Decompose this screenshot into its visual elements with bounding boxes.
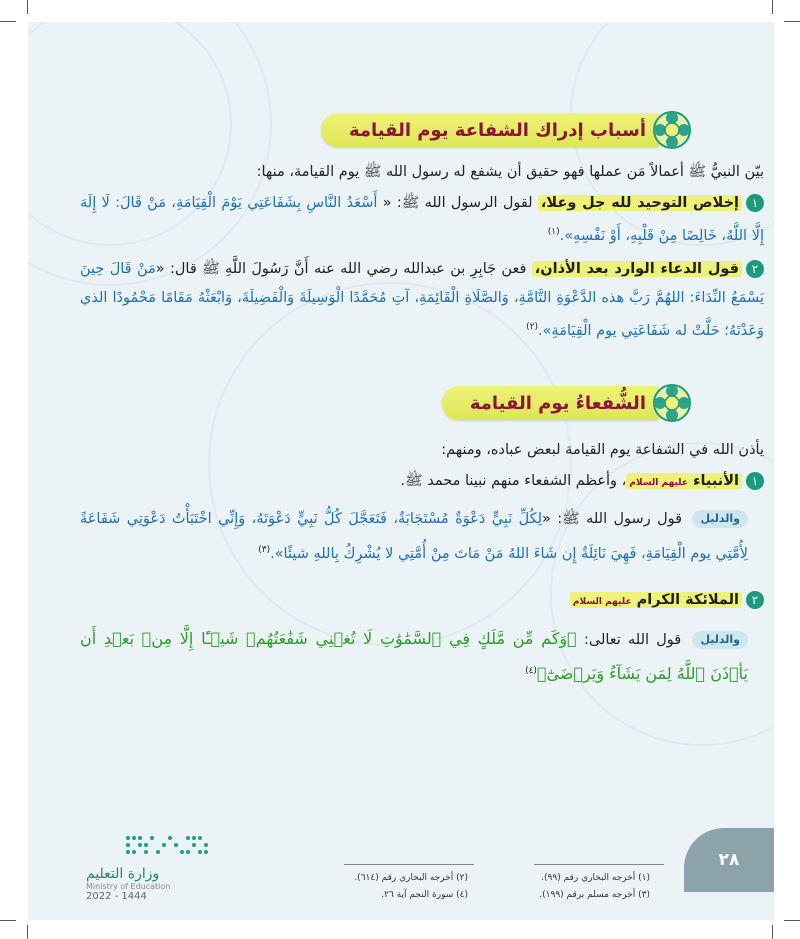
footnote: (٤) سورة النجم آية ٢٦. — [381, 890, 468, 900]
evidence-tag: والدليل — [692, 631, 748, 649]
flower-ornament-icon — [652, 383, 692, 423]
footnote: (١) أخرجه البخاري رقم (٩٩). — [541, 873, 650, 883]
item-number: ١ — [746, 472, 764, 490]
logo-year: 2022 - 1444 — [86, 891, 147, 902]
footnote: (٢) أخرجه البخاري رقم (٦١٤). — [354, 873, 468, 883]
footnote-divider — [344, 864, 474, 865]
crop-mark — [784, 21, 800, 22]
footnotes-left — [328, 870, 468, 904]
footnote-divider — [534, 864, 664, 865]
highlight-text: إخلاص التوحيد لله جل وعلا، — [538, 195, 742, 211]
page-number: ٢٨ — [718, 850, 740, 870]
highlight-text: الأنبياء عليهم السلام — [626, 473, 742, 489]
crop-mark — [0, 920, 16, 921]
ministry-logo — [86, 832, 216, 902]
footnote-ref: (١) — [547, 227, 560, 237]
logo-dots-icon — [86, 832, 216, 862]
item-lead: لقول الرسول الله ﷺ: « — [382, 195, 538, 211]
item-number: ٢ — [746, 260, 764, 278]
crop-mark — [784, 920, 800, 921]
section-body — [80, 436, 764, 691]
hadith-text: لِكُلِّ نَبِيٍّ دَعْوَةٌ مُسْتَجَابَةٌ، فَتَعَجَّلَ كُلُّ نَبِيٍّ دَعْوَتَهُ، وَإِنِّي اخْتَبَأْتُ دَعْوَتِي شَفَاعَةً لِأُمَّتِي يوم الْقِيَامَةِ، فَهِيَ نَائِلَةٌ إِن شَاءَ اللهُ مَنْ مَاتَ مِنْ أُمَّتِي لا يُشْرِكُ بِاللهِ شيئًا». — [80, 511, 748, 562]
flower-ornament-icon — [652, 110, 692, 150]
footnotes-right — [520, 870, 650, 904]
footnote: (٣) أخرجه مسلم برقم (١٩٩). — [539, 890, 650, 900]
footnote-ref: (٢) — [526, 321, 538, 332]
list-item — [80, 189, 764, 251]
item-rest: ، وأعظم الشفعاء منهم نبينا محمد ﷺ. — [400, 473, 627, 489]
list-item — [80, 586, 764, 617]
page-number-tab — [684, 828, 774, 892]
honorific: عليهم السلام — [629, 478, 689, 488]
evidence-paragraph — [80, 504, 764, 570]
section-heading — [321, 110, 692, 150]
evidence-paragraph — [80, 623, 764, 691]
item-number: ٢ — [746, 591, 764, 609]
highlight-text: قول الدعاء الوارد بعد الأذان، — [532, 261, 742, 277]
logo-arabic: وزارة التعليم — [86, 866, 160, 882]
evidence-tag: والدليل — [692, 510, 748, 528]
crop-mark — [0, 21, 16, 22]
list-item — [80, 255, 764, 346]
highlight-text: الملائكة الكرام عليهم السلام — [570, 592, 742, 608]
section-heading — [442, 383, 692, 423]
crop-mark — [27, 0, 28, 14]
section-intro: يأذن الله في الشفاعة يوم القيامة لبعض عباده، ومنهم: — [441, 442, 764, 458]
hadith-text: أَسْعَدُ النَّاسِ بِشَفَاعَتِي يَوْمَ الْقِيَامَةِ، مَنْ قَالَ: لَا إِلَهَ إِلَّا اللَّهُ، خَالِصًا مِنْ قَلْبِهِ، أَوْ نَفْسِهِ». — [80, 195, 764, 244]
item-number: ١ — [746, 194, 764, 212]
section-title-bar — [442, 386, 660, 420]
footnote-ref: (٣) — [258, 545, 271, 555]
list-item — [80, 467, 764, 498]
quran-verse: ﴿وَكَم مِّن مَّلَكٍ فِي ٱلسَّمَٰوَٰتِ لَا تُغۡنِي شَفَٰعَتُهُمۡ شَيۡـًٔا إِلَّا مِنۢ بَعۡدِ أَن يَأۡذَنَ ٱللَّهُ لِمَن يَشَآءُ وَيَرۡضَىٰٓ﴾ — [80, 628, 748, 683]
footnote-ref: (٤) — [525, 665, 537, 676]
crop-mark — [27, 925, 28, 939]
section-intro: بيّن النبيُّ ﷺ أعمالاً مَن عملها فهو حقيق أن يشفع له رسول الله ﷺ يوم القيامة، منها: — [256, 164, 764, 180]
section-title: أسباب إدراك الشفاعة يوم القيامة — [348, 119, 646, 141]
item-lead: فعن جَابِرِ بن عبدالله رضي الله عنه أَنَّ رَسُولَ اللَّهِ ﷺ قال: « — [155, 260, 532, 277]
section-title: الشُّفعاءُ يوم القيامة — [469, 392, 646, 414]
crop-mark — [772, 0, 773, 14]
item-lead: قول رسول الله ﷺ: « — [542, 511, 689, 527]
section-body — [80, 158, 764, 346]
crop-mark — [772, 925, 773, 939]
logo-english: Ministry of Education — [86, 882, 171, 891]
hadith-text: مَنْ قَالَ حِينَ يَسْمَعُ النِّدَاءَ: اللهُمَّ رَبَّ هذه الدَّعْوَةِ التَّامَّةِ، وَالصَّلَاةِ الْقَائِمَةِ، آتِ مُحَمَّدًا الْوَسِيلَةَ وَالْفَضِيلَةَ، وَابْعَثْهُ مَقَامًا مَحْمُودًا الذي وَعَدْتَهُ؛ حَلَّتْ له شَفَاعَتِي يوم الْقِيَامَةِ». — [80, 260, 764, 339]
section-title-bar — [321, 113, 660, 147]
item-lead: قول الله تعالى: — [576, 631, 689, 648]
honorific: عليهم السلام — [572, 596, 632, 607]
